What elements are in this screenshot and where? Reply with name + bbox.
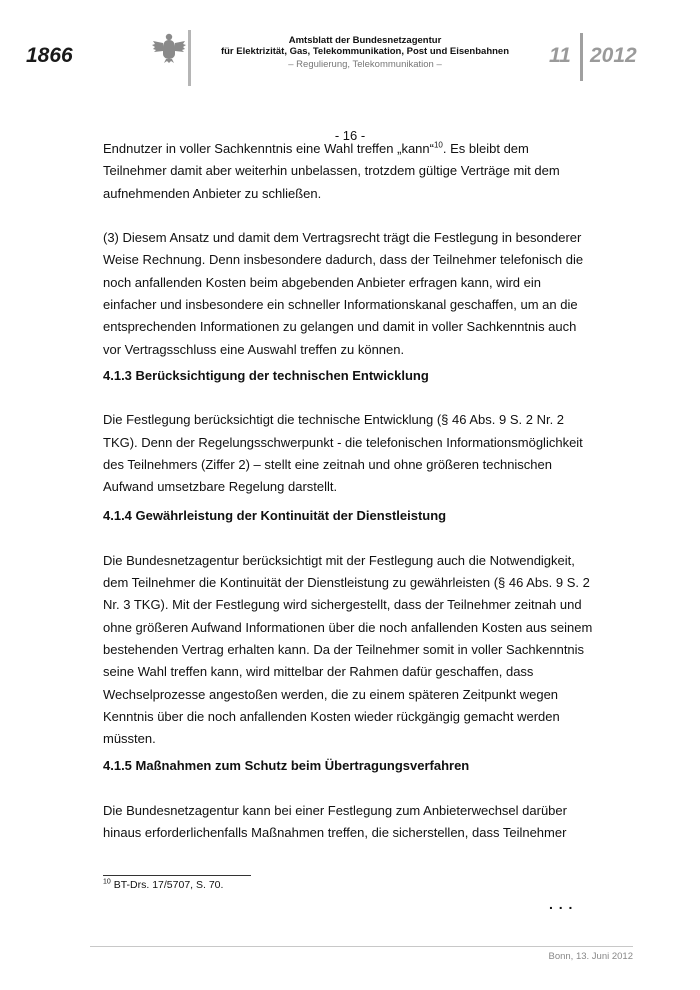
footnote-text: BT-Drs. 17/5707, S. 70.: [110, 879, 224, 891]
header-divider: [188, 30, 191, 86]
issue-year: 2012: [590, 44, 637, 67]
text-line: Nr. 3 TKG). Mit der Festlegung wird sichergestellt, dass der Teilnehmer zeitnah und: [103, 597, 582, 613]
gazette-title-line2: für Elektrizität, Gas, Telekommunikation, Post und Eisenbahnen: [220, 46, 510, 57]
text-line: Aufwand umsetzbare Regelung darstellt.: [103, 479, 338, 495]
text-line: des Teilnehmers (Ziffer 2) – stellt eine zeitnah und ohne größeren technischen: [103, 456, 553, 472]
text-line: bestehenden Vertrag erhalten kann. Da der Teilnehmer somit in voller Sachkenntnis: [103, 641, 585, 657]
text-line: Die Bundesnetzagentur berücksichtigt mit der Festlegung auch die Notwendigkeit,: [103, 552, 575, 568]
text-line: Wechselprozesse angestoßen werden, die zu einem späteren Zeitpunkt wegen: [103, 686, 559, 702]
section-heading-4-1-4: 4.1.4 Gewährleistung der Kontinuität der Dienstleistung: [103, 508, 447, 524]
text-line: Weise Rechnung. Denn insbesondere dadurch, dass der Teilnehmer telefonisch die: [103, 252, 584, 268]
gazette-subtitle: – Regulierung, Telekommunikation –: [288, 59, 442, 70]
footnote-reference[interactable]: 10: [433, 140, 443, 150]
section-heading-4-1-5: 4.1.5 Maßnahmen zum Schutz beim Übertragungsverfahren: [103, 758, 470, 774]
footnote-number: 10: [103, 878, 111, 886]
section-heading-4-1-3: 4.1.3 Berücksichtigung der technischen Entwicklung: [103, 367, 429, 383]
gazette-title: [200, 35, 530, 57]
text-line: (3) Diesem Ansatz und damit dem Vertragsrecht trägt die Festlegung in besonderer: [103, 230, 582, 246]
text-line: Die Festlegung berücksichtigt die technische Entwicklung (§ 46 Abs. 9 S. 2 Nr. 2: [103, 412, 565, 428]
federal-eagle-icon: [152, 32, 186, 64]
inner-page-marker: - 16 -: [334, 128, 366, 143]
text-line: vor Vertragsschluss eine Auswahl treffen zu können.: [103, 341, 405, 357]
document-body: [103, 138, 603, 844]
text-line: müssten.: [103, 731, 156, 747]
footnote-separator: [103, 875, 251, 876]
paragraph: [103, 138, 603, 160]
text-line: entsprechenden Informationen zu gelangen und damit in voller Sachkenntnis auch: [103, 319, 577, 335]
issue-number: 11: [549, 44, 571, 67]
text-line: TKG). Denn der Regelungsschwerpunkt - die telefonischen Informationsmöglichkeit: [103, 434, 583, 450]
text-line: Die Bundesnetzagentur kann bei einer Festlegung zum Anbieterwechsel darüber: [103, 802, 567, 818]
text-line: ohne größeren Aufwand Informationen über die noch anfallenden Kosten aus seinem: [103, 619, 593, 635]
gazette-title-line1: Amtsblatt der Bundesnetzagentur: [288, 35, 442, 46]
text-line: dem Teilnehmer die Kontinuität der Dienstleistung zu gewährleisten (§ 46 Abs. 9 S. 2: [103, 575, 590, 591]
footer-date: Bonn, 13. Juni 2012: [548, 951, 633, 962]
text-run: Endnutzer in voller Sachkenntnis eine Wahl treffen „kann“: [103, 141, 434, 156]
text-line: einfacher und insbesondere ein schneller Informationskanal geschaffen, um an die: [103, 297, 578, 313]
text-line: hinaus erforderlichenfalls Maßnahmen treffen, die sicherstellen, dass Teilnehmer: [103, 825, 567, 841]
footer-divider: [90, 946, 633, 947]
text-line: Teilnehmer damit aber weiterhin unbelassen, trotzdem gültige Verträge mit dem: [103, 163, 560, 179]
text-line: noch anfallenden Kosten beim abgebenden Anbieter erfragen kann, wird ein: [103, 274, 541, 290]
text-line: seine Wahl treffen kann, wird mittelbar der Rahmen dafür geschaffen, dass: [103, 664, 534, 680]
text-line: aufnehmenden Anbieter zu schließen.: [103, 185, 322, 201]
issue-divider: [580, 33, 583, 81]
continuation-marker: . . .: [549, 896, 574, 912]
text-run: . Es bleibt dem: [442, 141, 529, 156]
text-line: Kenntnis über die noch anfallenden Kosten wieder rückgängig gemacht werden: [103, 708, 560, 724]
page-number: 1866: [26, 44, 73, 67]
footnote: [103, 879, 223, 891]
